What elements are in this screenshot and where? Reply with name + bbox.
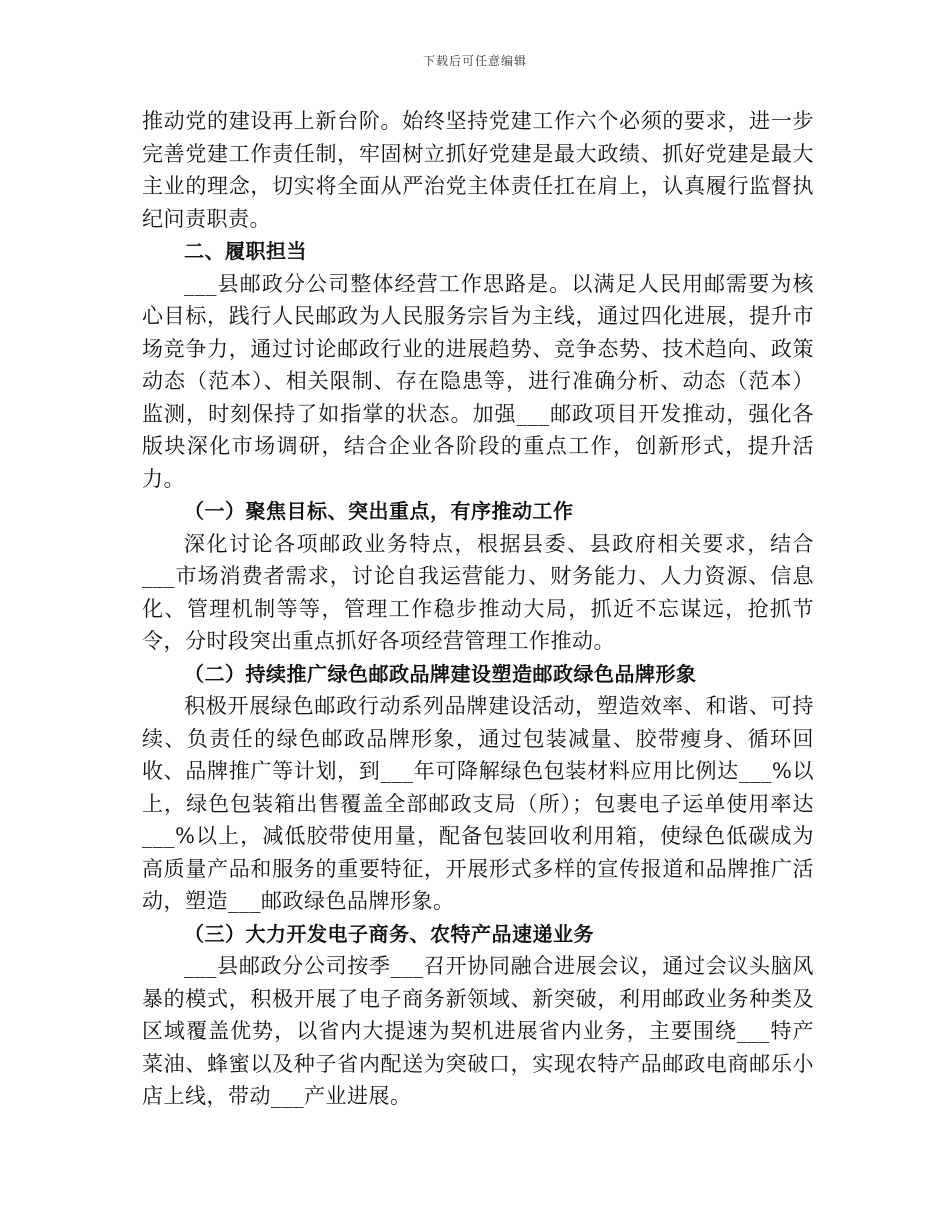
- document-body: [142, 105, 814, 1113]
- subsection-heading-ecommerce: （三）大力开发电子商务、农特产品速递业务: [184, 921, 594, 946]
- subsection-heading-focus-goals: （一）聚焦目标、突出重点，有序推动工作: [184, 499, 574, 523]
- paragraph-green-postal: 积极开展绿色邮政行动系列品牌建设活动，塑造效率、和谐、可持续、负责任的绿色邮政品牌形象，通过包装减量、胶带瘦身、循环回收、品牌推广等计划，到___年可降解绿色包装材料应用比例达___%以上，绿色包装箱出售覆盖全部邮政支局（所）；包裹电子运单使用率达___%以上，减低胶带使用量，配备包装回收利用箱，使绿色低碳成为高质量产品和服务的重要特征，开展形式多样的宣传报道和品牌推广活动，塑造___邮政绿色品牌形象。: [142, 694, 814, 913]
- section-heading-duty: 二、履职担当: [184, 239, 307, 263]
- subsection-heading-green-postal: （二）持续推广绿色邮政品牌建设塑造邮政绿色品牌形象: [184, 661, 697, 686]
- paragraph-focus-goals: 深化讨论各项邮政业务特点，根据县委、县政府相关要求，结合___市场消费者需求，讨论自我运营能力、财务能力、人力资源、信息化、管理机制等等，管理工作稳步推动大局，抓近不忘谋远，抢抓节令，分时段突出重点抓好各项经营管理工作推动。: [142, 531, 814, 653]
- paragraph-party-building: 推动党的建设再上新台阶。始终坚持党建工作六个必须的要求，进一步完善党建工作责任制，牢固树立抓好党建是最大政绩、抓好党建是最大主业的理念，切实将全面从严治党主体责任扛在肩上，认真履行监督执纪问责职责。: [142, 109, 814, 231]
- paragraph-ecommerce: ___县邮政分公司按季___召开协同融合进展会议，通过会议头脑风暴的模式，积极开展了电子商务新领域、新突破，利用邮政业务种类及区域覆盖优势，以省内大提速为契机进展省内业务，主要围绕___特产菜油、蜂蜜以及种子省内配送为突破口，实现农特产品邮政电商邮乐小店上线，带动___产业进展。: [142, 954, 814, 1108]
- page-header: 下载后可任意编辑: [422, 54, 527, 68]
- paragraph-business-strategy: ___县邮政分公司整体经营工作思路是。以满足人民用邮需要为核心目标，践行人民邮政为人民服务宗旨为主线，通过四化进展，提升市场竞争力，通过讨论邮政行业的进展趋势、竞争态势、技术趋向、政策动态（范本）、相关限制、存在隐患等，进行准确分析、动态（范本）监测，时刻保持了如指掌的状态。加强___邮政项目开发推动，强化各版块深化市场调研，结合企业各阶段的重点工作，创新形式，提升活力。: [142, 271, 814, 491]
